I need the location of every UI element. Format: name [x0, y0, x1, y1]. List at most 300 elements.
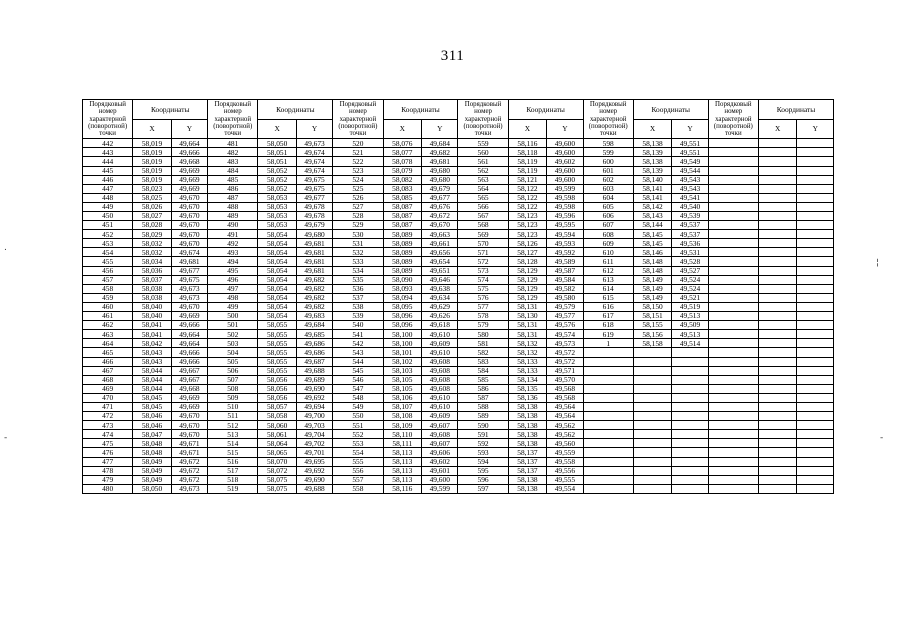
y-cell: 49,681 — [296, 266, 332, 275]
y-cell: 49,668 — [171, 157, 207, 166]
x-cell: 58,075 — [258, 484, 297, 493]
y-cell — [797, 312, 834, 321]
point-number-cell: 554 — [333, 448, 383, 457]
coordinates-table-body — [83, 139, 834, 494]
table-row — [83, 366, 834, 375]
x-cell: 58,070 — [258, 457, 297, 466]
point-number-cell — [708, 202, 758, 211]
y-cell: 49,661 — [422, 239, 458, 248]
x-cell — [633, 475, 672, 484]
point-number-cell — [583, 430, 633, 439]
y-cell: 49,702 — [296, 439, 332, 448]
point-number-cell: 483 — [208, 157, 258, 166]
y-cell: 49,609 — [422, 412, 458, 421]
x-cell — [633, 384, 672, 393]
table-row — [83, 393, 834, 402]
point-number-cell — [708, 157, 758, 166]
point-number-cell — [708, 248, 758, 257]
point-number-cell — [583, 366, 633, 375]
y-cell: 49,576 — [547, 321, 583, 330]
x-cell: 58,055 — [258, 357, 297, 366]
x-cell: 58,056 — [258, 393, 297, 402]
y-cell: 49,666 — [171, 148, 207, 157]
y-cell — [797, 230, 834, 239]
y-cell: 49,667 — [171, 366, 207, 375]
x-cell: 58,072 — [258, 466, 297, 475]
point-number-cell: 1 — [583, 339, 633, 348]
point-number-cell: 537 — [333, 293, 383, 302]
point-number-cell: 561 — [458, 157, 508, 166]
point-number-cell: 495 — [208, 266, 258, 275]
x-cell — [758, 184, 797, 193]
x-cell: 58,138 — [508, 439, 547, 448]
point-number-cell — [708, 193, 758, 202]
x-cell: 58,138 — [508, 412, 547, 421]
point-number-cell: 558 — [333, 484, 383, 493]
point-number-cell — [583, 448, 633, 457]
point-number-cell: 567 — [458, 212, 508, 221]
point-number-cell: 502 — [208, 330, 258, 339]
table-row — [83, 139, 834, 148]
point-number-cell: 477 — [83, 457, 133, 466]
y-cell — [672, 457, 708, 466]
x-cell: 58,126 — [508, 239, 547, 248]
y-cell: 49,669 — [171, 184, 207, 193]
point-number-cell — [708, 366, 758, 375]
point-number-cell: 476 — [83, 448, 133, 457]
x-cell: 58,138 — [508, 484, 547, 493]
point-number-cell: 536 — [333, 284, 383, 293]
y-cell — [797, 484, 834, 493]
y-cell: 49,670 — [171, 230, 207, 239]
x-cell: 58,129 — [508, 266, 547, 275]
point-number-cell — [708, 148, 758, 157]
y-cell: 49,521 — [672, 293, 708, 302]
y-cell: 49,692 — [296, 466, 332, 475]
x-cell: 58,049 — [133, 466, 172, 475]
point-number-cell: 507 — [208, 375, 258, 384]
y-cell: 49,574 — [547, 330, 583, 339]
x-cell: 58,123 — [508, 212, 547, 221]
point-number-cell: 492 — [208, 239, 258, 248]
x-cell: 58,054 — [258, 284, 297, 293]
y-cell: 49,610 — [422, 348, 458, 357]
x-cell: 58,131 — [508, 302, 547, 311]
point-number-cell: 617 — [583, 312, 633, 321]
point-number-cell: 451 — [83, 221, 133, 230]
y-cell: 49,579 — [547, 302, 583, 311]
y-cell — [797, 166, 834, 175]
x-cell: 58,150 — [633, 302, 672, 311]
point-number-cell: 602 — [583, 175, 633, 184]
point-number-cell: 598 — [583, 139, 633, 148]
x-cell: 58,085 — [383, 193, 422, 202]
point-number-cell: 468 — [83, 375, 133, 384]
point-number-cell: 497 — [208, 284, 258, 293]
point-number-cell: 568 — [458, 221, 508, 230]
point-number-cell: 591 — [458, 430, 508, 439]
x-cell: 58,135 — [508, 384, 547, 393]
y-cell — [797, 184, 834, 193]
x-cell: 58,133 — [508, 357, 547, 366]
y-cell: 49,669 — [171, 312, 207, 321]
y-cell: 49,670 — [171, 239, 207, 248]
y-cell: 49,677 — [296, 193, 332, 202]
point-number-header: Порядковый номер характерной (поворотной) точки — [458, 100, 508, 139]
table-row — [83, 312, 834, 321]
table-row — [83, 184, 834, 193]
y-cell: 49,571 — [547, 366, 583, 375]
point-number-cell: 593 — [458, 448, 508, 457]
point-number-cell — [583, 466, 633, 475]
y-cell — [797, 466, 834, 475]
y-cell: 49,672 — [171, 466, 207, 475]
x-cell — [758, 457, 797, 466]
point-number-cell: 458 — [83, 284, 133, 293]
table-row — [83, 466, 834, 475]
point-number-cell: 521 — [333, 148, 383, 157]
x-cell: 58,045 — [133, 393, 172, 402]
x-cell — [758, 193, 797, 202]
x-cell: 58,119 — [508, 166, 547, 175]
y-cell: 49,673 — [171, 484, 207, 493]
y-cell: 49,600 — [547, 148, 583, 157]
x-cell: 58,146 — [633, 248, 672, 257]
x-cell: 58,055 — [258, 339, 297, 348]
y-cell: 49,638 — [422, 284, 458, 293]
table-row — [83, 421, 834, 430]
point-number-cell: 505 — [208, 357, 258, 366]
x-cell: 58,056 — [258, 384, 297, 393]
table-row — [83, 193, 834, 202]
y-cell: 49,692 — [296, 393, 332, 402]
point-number-header: Порядковый номер характерной (поворотной) точки — [208, 100, 258, 139]
y-cell: 49,634 — [422, 293, 458, 302]
y-cell: 49,608 — [422, 357, 458, 366]
x-cell — [758, 366, 797, 375]
x-cell: 58,095 — [383, 302, 422, 311]
point-number-cell — [708, 475, 758, 484]
y-cell: 49,685 — [296, 330, 332, 339]
x-cell — [758, 202, 797, 211]
x-cell: 58,052 — [258, 166, 297, 175]
point-number-cell: 556 — [333, 466, 383, 475]
x-cell — [758, 175, 797, 184]
x-cell: 58,148 — [633, 257, 672, 266]
point-number-cell: 592 — [458, 439, 508, 448]
x-cell: 58,019 — [133, 148, 172, 157]
y-cell — [797, 257, 834, 266]
y-header: Y — [547, 119, 583, 139]
x-cell: 58,096 — [383, 321, 422, 330]
x-cell: 58,139 — [633, 166, 672, 175]
x-cell: 58,047 — [133, 430, 172, 439]
point-number-cell: 470 — [83, 393, 133, 402]
table-row — [83, 257, 834, 266]
y-cell: 49,694 — [296, 402, 332, 411]
point-number-cell: 480 — [83, 484, 133, 493]
point-number-cell: 619 — [583, 330, 633, 339]
point-number-cell: 455 — [83, 257, 133, 266]
y-cell: 49,543 — [672, 175, 708, 184]
y-cell: 49,528 — [672, 257, 708, 266]
table-row — [83, 357, 834, 366]
point-number-cell — [708, 466, 758, 475]
point-number-cell: 448 — [83, 193, 133, 202]
y-cell: 49,664 — [171, 139, 207, 148]
point-number-cell: 581 — [458, 339, 508, 348]
x-cell: 58,089 — [383, 239, 422, 248]
x-cell — [758, 293, 797, 302]
point-number-cell — [708, 175, 758, 184]
y-cell: 49,670 — [422, 221, 458, 230]
point-number-cell: 465 — [83, 348, 133, 357]
point-number-cell: 597 — [458, 484, 508, 493]
x-cell — [758, 384, 797, 393]
x-cell: 58,041 — [133, 330, 172, 339]
y-cell — [797, 148, 834, 157]
x-cell: 58,051 — [258, 148, 297, 157]
table-row — [83, 212, 834, 221]
y-cell: 49,666 — [171, 348, 207, 357]
x-cell: 58,141 — [633, 184, 672, 193]
coordinates-header: Координаты — [258, 100, 333, 120]
y-cell: 49,608 — [422, 375, 458, 384]
x-cell: 58,038 — [133, 293, 172, 302]
x-cell: 58,105 — [383, 375, 422, 384]
point-number-cell: 442 — [83, 139, 133, 148]
x-cell: 58,137 — [508, 448, 547, 457]
point-number-cell: 454 — [83, 248, 133, 257]
point-number-cell: 545 — [333, 366, 383, 375]
y-cell — [797, 384, 834, 393]
point-number-cell: 564 — [458, 184, 508, 193]
point-number-cell: 609 — [583, 239, 633, 248]
point-number-cell: 456 — [83, 266, 133, 275]
y-cell — [672, 402, 708, 411]
table-row — [83, 302, 834, 311]
x-cell: 58,049 — [133, 457, 172, 466]
point-number-cell — [708, 221, 758, 230]
point-number-cell — [708, 457, 758, 466]
point-number-cell: 525 — [333, 184, 383, 193]
point-number-cell: 485 — [208, 175, 258, 184]
point-number-cell — [583, 439, 633, 448]
y-cell: 49,672 — [422, 212, 458, 221]
x-cell: 58,108 — [383, 412, 422, 421]
x-cell: 58,130 — [508, 312, 547, 321]
point-number-cell — [708, 139, 758, 148]
point-number-cell: 452 — [83, 230, 133, 239]
x-cell: 58,121 — [508, 175, 547, 184]
x-cell: 58,040 — [133, 312, 172, 321]
point-number-cell: 584 — [458, 366, 508, 375]
x-cell: 58,141 — [633, 193, 672, 202]
x-cell: 58,100 — [383, 330, 422, 339]
x-cell — [758, 166, 797, 175]
y-cell: 49,684 — [422, 139, 458, 148]
point-number-cell: 614 — [583, 284, 633, 293]
y-cell: 49,700 — [296, 412, 332, 421]
x-cell: 58,055 — [258, 330, 297, 339]
x-cell: 58,087 — [383, 212, 422, 221]
y-cell: 49,599 — [422, 484, 458, 493]
y-cell — [797, 321, 834, 330]
x-cell: 58,132 — [508, 348, 547, 357]
x-cell — [758, 221, 797, 230]
y-cell — [797, 366, 834, 375]
y-cell — [797, 457, 834, 466]
x-cell — [633, 466, 672, 475]
point-number-cell: 499 — [208, 302, 258, 311]
point-number-cell: 588 — [458, 402, 508, 411]
y-cell: 49,681 — [296, 257, 332, 266]
point-number-cell: 510 — [208, 402, 258, 411]
y-cell — [797, 421, 834, 430]
point-number-cell: 615 — [583, 293, 633, 302]
x-cell — [758, 266, 797, 275]
point-number-cell: 488 — [208, 202, 258, 211]
point-number-cell: 532 — [333, 248, 383, 257]
point-number-cell — [583, 357, 633, 366]
y-cell — [672, 439, 708, 448]
table-row — [83, 448, 834, 457]
x-cell: 58,054 — [258, 275, 297, 284]
y-cell — [797, 239, 834, 248]
y-cell: 49,572 — [547, 357, 583, 366]
y-cell — [672, 421, 708, 430]
y-cell: 49,560 — [547, 439, 583, 448]
y-cell: 49,695 — [296, 457, 332, 466]
x-cell — [758, 475, 797, 484]
y-header: Y — [672, 119, 708, 139]
point-number-cell: 450 — [83, 212, 133, 221]
y-cell: 49,584 — [547, 275, 583, 284]
x-cell: 58,034 — [133, 257, 172, 266]
y-cell — [797, 412, 834, 421]
y-cell — [797, 175, 834, 184]
x-cell — [758, 357, 797, 366]
point-number-cell: 563 — [458, 175, 508, 184]
point-number-cell: 493 — [208, 248, 258, 257]
y-cell: 49,646 — [422, 275, 458, 284]
table-row — [83, 202, 834, 211]
y-cell: 49,551 — [672, 139, 708, 148]
point-number-cell: 605 — [583, 202, 633, 211]
point-number-cell: 504 — [208, 348, 258, 357]
point-number-cell: 487 — [208, 193, 258, 202]
y-cell: 49,577 — [547, 312, 583, 321]
x-cell: 58,123 — [508, 230, 547, 239]
y-cell: 49,513 — [672, 330, 708, 339]
x-cell: 58,064 — [258, 439, 297, 448]
point-number-cell — [583, 484, 633, 493]
point-number-cell — [708, 166, 758, 175]
point-number-cell: 482 — [208, 148, 258, 157]
x-cell — [633, 430, 672, 439]
point-number-cell — [708, 375, 758, 384]
x-cell — [633, 484, 672, 493]
point-number-cell — [583, 457, 633, 466]
y-cell: 49,681 — [171, 257, 207, 266]
x-cell: 58,137 — [508, 457, 547, 466]
y-cell — [672, 393, 708, 402]
x-cell: 58,107 — [383, 402, 422, 411]
point-number-cell: 607 — [583, 221, 633, 230]
y-cell: 49,656 — [422, 248, 458, 257]
point-number-cell: 484 — [208, 166, 258, 175]
x-cell: 58,128 — [508, 257, 547, 266]
point-number-cell: 524 — [333, 175, 383, 184]
table-row — [83, 248, 834, 257]
x-cell — [758, 157, 797, 166]
y-cell: 49,519 — [672, 302, 708, 311]
coordinates-header: Координаты — [133, 100, 208, 120]
y-cell: 49,564 — [547, 402, 583, 411]
x-cell: 58,054 — [258, 302, 297, 311]
point-number-cell — [708, 412, 758, 421]
point-number-cell: 601 — [583, 166, 633, 175]
x-cell: 58,093 — [383, 284, 422, 293]
table-row — [83, 484, 834, 493]
y-cell: 49,554 — [547, 484, 583, 493]
point-number-cell: 446 — [83, 175, 133, 184]
y-cell — [797, 139, 834, 148]
point-number-cell — [583, 384, 633, 393]
x-cell: 58,049 — [133, 475, 172, 484]
point-number-cell — [708, 348, 758, 357]
y-cell — [797, 293, 834, 302]
y-cell: 49,684 — [296, 321, 332, 330]
x-cell: 58,087 — [383, 202, 422, 211]
x-cell: 58,144 — [633, 221, 672, 230]
point-number-cell: 562 — [458, 166, 508, 175]
point-number-cell: 618 — [583, 321, 633, 330]
x-cell: 58,145 — [633, 230, 672, 239]
point-number-cell: 518 — [208, 475, 258, 484]
y-cell — [797, 157, 834, 166]
x-cell — [758, 275, 797, 284]
y-cell: 49,524 — [672, 284, 708, 293]
x-cell: 58,119 — [508, 157, 547, 166]
point-number-cell — [708, 184, 758, 193]
point-number-cell: 479 — [83, 475, 133, 484]
y-cell: 49,674 — [296, 166, 332, 175]
y-cell — [797, 439, 834, 448]
point-number-cell — [708, 302, 758, 311]
x-cell: 58,060 — [258, 421, 297, 430]
x-cell: 58,032 — [133, 248, 172, 257]
y-cell: 49,681 — [296, 239, 332, 248]
x-cell: 58,027 — [133, 212, 172, 221]
x-cell: 58,123 — [508, 221, 547, 230]
point-number-cell: 447 — [83, 184, 133, 193]
x-cell: 58,046 — [133, 421, 172, 430]
point-number-cell — [708, 448, 758, 457]
y-cell: 49,618 — [422, 321, 458, 330]
x-cell: 58,113 — [383, 448, 422, 457]
header-row — [83, 100, 834, 120]
x-cell: 58,056 — [258, 375, 297, 384]
x-cell: 58,026 — [133, 202, 172, 211]
x-cell: 58,129 — [508, 275, 547, 284]
x-cell: 58,054 — [258, 266, 297, 275]
x-cell: 58,101 — [383, 348, 422, 357]
point-number-header: Порядковый номер характерной (поворотной) точки — [583, 100, 633, 139]
x-cell — [758, 348, 797, 357]
point-number-cell: 612 — [583, 266, 633, 275]
x-cell — [633, 348, 672, 357]
